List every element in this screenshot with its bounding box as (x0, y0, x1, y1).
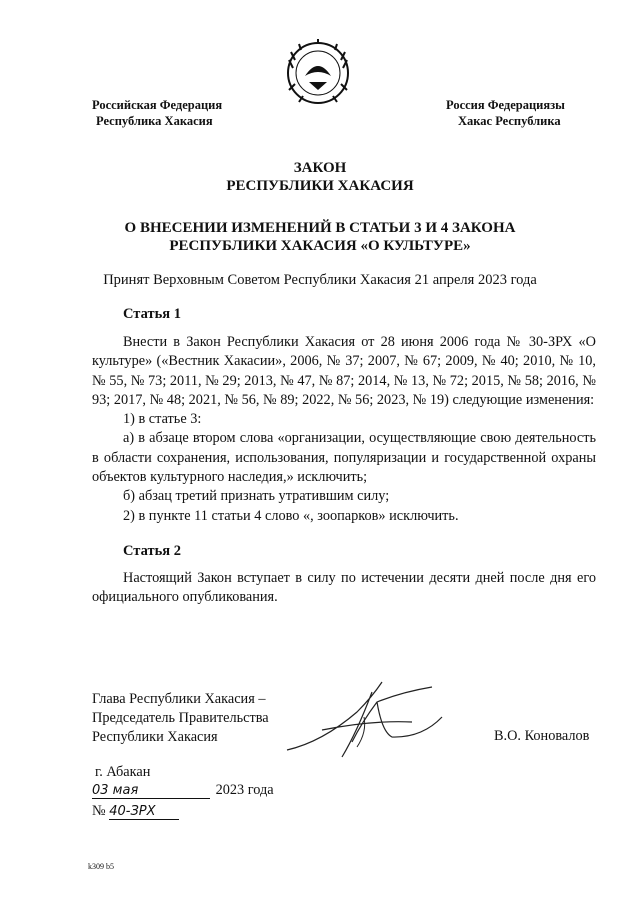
law-number (92, 803, 179, 820)
article2-heading: Статья 2 (123, 543, 181, 559)
number-prefix: № (92, 803, 106, 819)
header-left-line1: Российская Федерация (92, 98, 223, 112)
subject-line1: О ВНЕСЕНИИ ИЗМЕНЕНИЙ В СТАТЬИ 3 И 4 ЗАКОНА (124, 220, 516, 236)
adoption-statement: Принят Верховным Советом Республики Хакасия 21 апреля 2023 года (103, 272, 537, 288)
document-id: k309 b5 (88, 862, 114, 871)
law-title-line2: РЕСПУБЛИКИ ХАКАСИЯ (226, 178, 414, 194)
signatory-name: В.О. Коновалов (494, 728, 590, 744)
handwritten-number: 40-ЗРХ (109, 804, 179, 820)
article1-item1b: б) абзац третий признать утратившим силу; (123, 488, 390, 505)
header-right-line2: Хакас Республика (458, 114, 561, 128)
position-line3: Республики Хакасия (92, 729, 218, 745)
article1-item1a: а) в абзаце втором слова «организации, осуществляющие свою деятельность в области сохранения, использования, популяризации и государственной охраны объектов культурного наследия,» исключить; (92, 430, 596, 486)
handwritten-signature (282, 672, 452, 772)
handwritten-date: 03 мая (92, 783, 210, 799)
article2-text: Настоящий Закон вступает в силу по истечении десяти дней после дня его официального опубликования. (92, 570, 596, 606)
article1-heading: Статья 1 (123, 306, 181, 322)
law-title-line1: ЗАКОН (293, 160, 347, 176)
header-right-line1: Россия Федерациязы (446, 98, 565, 112)
subject-line2: РЕСПУБЛИКИ ХАКАСИЯ «О КУЛЬТУРЕ» (169, 238, 471, 254)
article2-body (92, 569, 596, 608)
date-year: 2023 года (215, 782, 274, 798)
signatory-position (92, 690, 269, 747)
header-left-line2: Республика Хакасия (96, 114, 213, 128)
position-line2: Председатель Правительства (92, 710, 269, 726)
article1-body (92, 333, 596, 526)
position-line1: Глава Республики Хакасия – (92, 691, 266, 707)
header-left (92, 97, 252, 129)
place-of-signing: г. Абакан (95, 764, 151, 780)
coat-of-arms-emblem (283, 38, 353, 108)
signing-date (92, 782, 274, 799)
article1-item1: 1) в статье 3: (123, 411, 202, 428)
article1-item2: 2) в пункте 11 статьи 4 слово «, зоопарков» исключить. (123, 507, 459, 524)
header-right (446, 97, 606, 129)
article1-intro: Внести в Закон Республики Хакасия от 28 июня 2006 года № 30-ЗРХ «О культуре» («Вестник Хакасии», 2006, № 37; 2007, № 67; 2009, № 40; 2010, № 10, № 55, № 73; 2011, № 29; 2013, № 47, № 87; 2014, № 13, № 72; 2015, № 58; 2016, № 93; 2017, № 48; 2021, № 56, № 89; 2022, № 56; 2023, № 19) следующие изменения: (92, 334, 596, 408)
